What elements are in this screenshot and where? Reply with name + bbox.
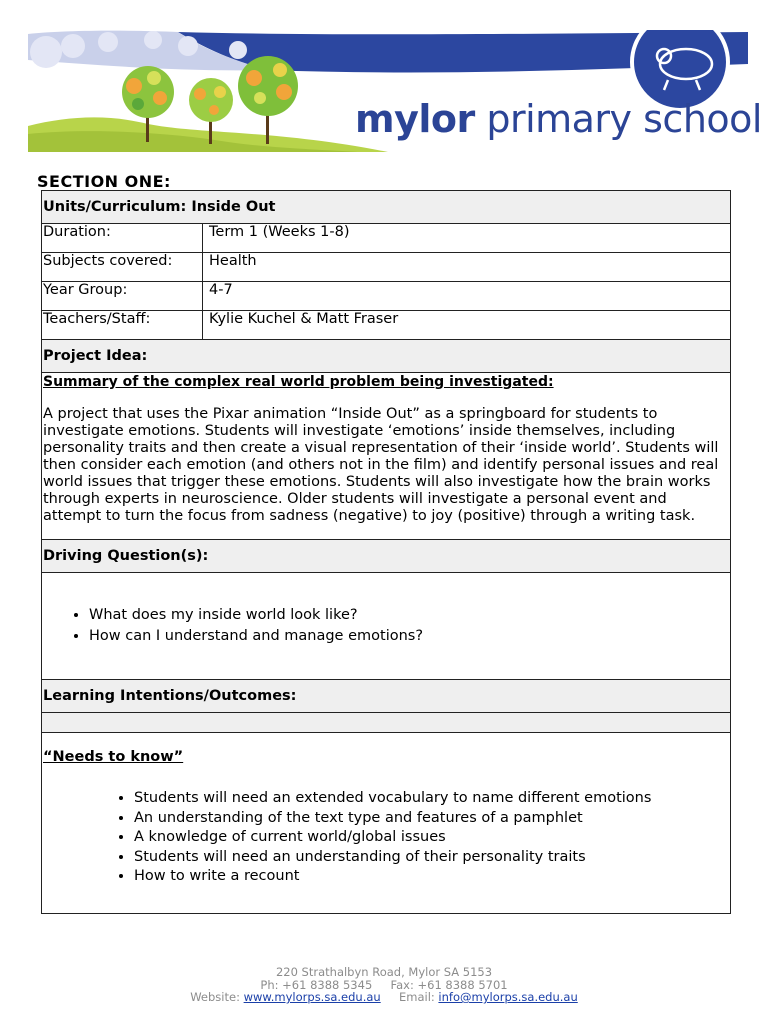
needs-heading: “Needs to know” (43, 749, 184, 765)
driving-questions-list (43, 573, 729, 647)
needs-to-know-cell (42, 733, 731, 914)
section-title: SECTION ONE: (37, 172, 171, 191)
driving-questions-cell (42, 573, 731, 680)
driving-heading: Driving Question(s): (42, 540, 731, 573)
website-link[interactable]: www.mylorps.sa.edu.au (243, 990, 381, 1004)
teachers-label: Teachers/Staff: (42, 311, 203, 340)
units-heading: Units/Curriculum: Inside Out (42, 191, 731, 224)
footer (0, 966, 768, 1004)
subjects-label: Subjects covered: (42, 253, 203, 282)
teachers-value: Kylie Kuchel & Matt Fraser (203, 311, 731, 340)
table-row (42, 224, 731, 253)
project-heading: Project Idea: (42, 340, 731, 373)
footer-contact: Website: www.mylorps.sa.edu.au Email: info@mylorps.sa.edu.au (190, 990, 578, 1004)
duration-value: Term 1 (Weeks 1-8) (203, 224, 731, 253)
school-name: mylor primary school (355, 97, 762, 141)
list-item: • What does my inside world look like? (89, 605, 729, 626)
list-item: • An understanding of the text type and features of a pamphlet (134, 809, 729, 829)
summary-heading: Summary of the complex real world problem being investigated: (43, 374, 554, 390)
summary-text: A project that uses the Pixar animation “Inside Out” as a springboard for students to investigate emotions. Students will investigate ‘emotions’ inside themselves, including personality traits and then create a visual representation of their ‘inside world’. Students will then consider each emotion (and others not in the film) and identify personal issues and real world issues that trigger these emotions. Students will also investigate how the brain works through experts in neuroscience. Older students will investigate a personal event and attempt to turn the focus from sadness (negative) to joy (positive) through a writing task. (43, 406, 719, 524)
email-link[interactable]: info@mylorps.sa.edu.au (438, 990, 578, 1004)
list-item: • A knowledge of current world/global issues (134, 828, 729, 848)
duration-label: Duration: (42, 224, 203, 253)
learning-heading: Learning Intentions/Outcomes: (42, 680, 731, 713)
list-item: • How can I understand and manage emotions? (89, 626, 729, 647)
project-summary-cell (42, 373, 731, 540)
table-row (42, 253, 731, 282)
year-group-value: 4-7 (203, 282, 731, 311)
footer-address: 220 Strathalbyn Road, Mylor SA 5153 (275, 965, 493, 979)
list-item: • Students will need an understanding of their personality traits (134, 848, 729, 868)
table-row (42, 282, 731, 311)
needs-list (43, 789, 729, 887)
year-group-label: Year Group: (42, 282, 203, 311)
list-item: • How to write a recount (134, 867, 729, 887)
table-row (42, 311, 731, 340)
curriculum-table (41, 190, 731, 914)
empty-row (42, 713, 731, 733)
list-item: • Students will need an extended vocabulary to name different emotions (134, 789, 729, 809)
subjects-value: Health (203, 253, 731, 282)
footer-phone-fax: Ph: +61 8388 5345 Fax: +61 8388 5701 (260, 977, 508, 992)
